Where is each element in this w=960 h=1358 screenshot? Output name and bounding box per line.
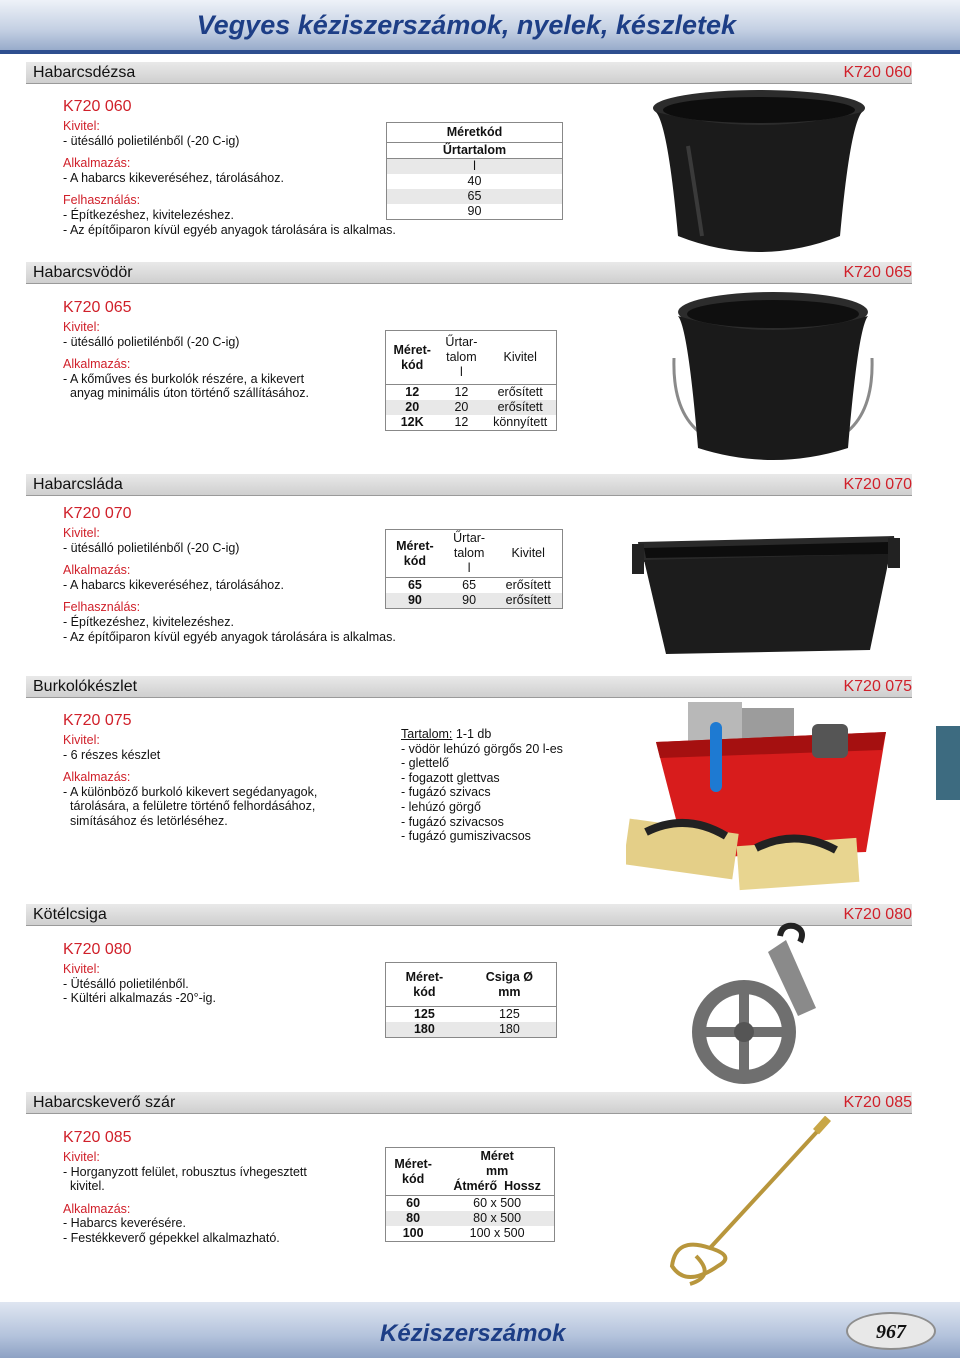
section-code: K720 085: [843, 1094, 912, 1111]
table-cell: 65: [387, 189, 563, 204]
label-kivitel: Kivitel:: [63, 962, 100, 976]
table-header: Méret- kód: [386, 1148, 441, 1196]
table-cell: 180: [386, 1022, 463, 1038]
label-alkalmazas: Alkalmazás:: [63, 357, 131, 372]
mixing-paddle-image: [656, 1116, 836, 1290]
contents-item: - fugázó gumiszivacsos: [401, 829, 531, 844]
desc-line: - ütésálló polietilénből (-20 C-ig): [63, 540, 240, 555]
section-header-bar: [26, 62, 912, 84]
section-header-bar: [26, 1092, 912, 1114]
contents-item: - glettelő: [401, 756, 449, 771]
header-bar: [0, 0, 960, 54]
table-cell: 90: [444, 593, 495, 609]
header-divider: [0, 50, 960, 54]
table-header: Méret- kód: [386, 331, 439, 385]
desc-line: - Építkezéshez, kivitelezéshez.: [63, 614, 234, 629]
table-cell: 90: [386, 593, 444, 609]
bucket-with-handle-image: [668, 288, 878, 466]
table-cell: erősített: [484, 400, 556, 415]
section-title: Burkolókészlet: [33, 678, 138, 695]
size-table: [386, 122, 563, 220]
product-description: [63, 940, 216, 1006]
table-cell: erősített: [497, 385, 543, 399]
table-cell: erősített: [494, 593, 562, 609]
desc-line: - Festékkeverő gépekkel alkalmazható.: [63, 1230, 280, 1245]
table-cell: 100 x 500: [469, 1226, 525, 1240]
table-header: Méret- kód: [386, 530, 444, 578]
product-description: [63, 97, 396, 237]
table-cell: 12: [405, 385, 420, 399]
desc-line: anyag minimális úton történő szállításához.: [70, 386, 310, 401]
section-title: Kötélcsiga: [33, 906, 107, 923]
desc-line: - Kültéri alkalmazás -20°-ig.: [63, 991, 216, 1006]
product-description: [63, 1128, 307, 1246]
page-number-badge: [846, 1312, 936, 1350]
product-description: [63, 298, 309, 401]
kit-contents: [401, 727, 563, 844]
table-cell: 125: [498, 1007, 520, 1021]
label-kivitel: Kivitel:: [63, 119, 100, 133]
table-header: Csiga Ø mm: [463, 963, 557, 1007]
product-code: K720 075: [63, 712, 132, 729]
section-title: Habarcsláda: [33, 476, 123, 493]
section-title: Habarcsdézsa: [33, 64, 136, 81]
desc-line: - 6 részes készlet: [63, 747, 161, 762]
product-code: K720 065: [63, 299, 132, 316]
table-cell: 20: [438, 400, 484, 415]
size-table: [385, 962, 557, 1038]
table-cell: 65: [407, 578, 422, 592]
contents-label: Tartalom:: [401, 727, 453, 741]
product-code: K720 060: [63, 98, 132, 115]
label-alkalmazas: Alkalmazás:: [63, 156, 131, 171]
contents-item: - fugázó szivacs: [401, 785, 491, 800]
desc-line: - A habarcs kikeveréséhez, tárolásához.: [63, 170, 284, 185]
section-code: K720 065: [843, 264, 912, 281]
size-table: [385, 529, 563, 609]
section-code: K720 070: [843, 476, 912, 493]
table-unit: l: [387, 159, 563, 175]
table-cell: 20: [386, 400, 439, 415]
section-code: K720 060: [843, 64, 912, 81]
label-kivitel: Kivitel:: [63, 1150, 100, 1164]
contents-item: - lehúzó görgő: [401, 799, 481, 814]
desc-line: - A kőműves és burkolók részére, a kikevert: [63, 371, 305, 386]
footer-title: Kéziszerszámok: [380, 1320, 566, 1347]
table-header: Űrtar- talom l: [438, 331, 484, 385]
table-header: Űrtar- talom l: [444, 530, 495, 578]
product-description: [63, 504, 396, 644]
table-cell: 60: [406, 1196, 421, 1210]
label-kivitel: Kivitel:: [63, 526, 100, 540]
label-kivitel: Kivitel:: [63, 320, 100, 334]
label-alkalmazas: Alkalmazás:: [63, 1201, 131, 1216]
table-cell: 12: [454, 415, 469, 429]
section-title: Habarcskeverő szár: [33, 1094, 176, 1111]
section-code: K720 075: [843, 678, 912, 695]
table-header: Méretkód: [387, 123, 563, 143]
section-code: K720 080: [843, 906, 912, 923]
contents-header: [401, 727, 563, 742]
black-bucket-image: [648, 86, 870, 258]
section-header-bar: [26, 676, 912, 698]
section-title: Habarcsvödör: [33, 264, 133, 281]
page-title: Vegyes kéziszerszámok, nyelek, készletek: [196, 10, 736, 40]
desc-line: tárolására, a felületre történő felhordásához,: [70, 799, 316, 814]
table-header: Méret- kód: [386, 963, 463, 1007]
product-description: [63, 711, 317, 829]
table-cell: 90: [467, 204, 482, 218]
section-header-bar: [26, 474, 912, 496]
mortar-tub-image: [630, 528, 902, 660]
table-cell: 12: [454, 385, 469, 399]
desc-line: - Habarcs keverésére.: [63, 1216, 186, 1231]
label-alkalmazas: Alkalmazás:: [63, 770, 131, 785]
desc-line: - Építkezéshez, kivitelezéshez.: [63, 207, 234, 222]
desc-line: - ütésálló polietilénből (-20 C-ig): [63, 133, 240, 148]
size-table: [385, 330, 557, 431]
side-index-tab: [936, 726, 960, 800]
contents-item: - fogazott glettvas: [401, 770, 500, 785]
desc-line: - A különböző burkoló kikevert segédanyagok,: [63, 784, 318, 799]
table-cell: 80: [386, 1211, 441, 1226]
footer-bar: [0, 1302, 960, 1358]
desc-line: - ütésálló polietilénből (-20 C-ig): [63, 334, 240, 349]
label-alkalmazas: Alkalmazás:: [63, 563, 131, 578]
table-cell: 65: [462, 578, 477, 592]
table-cell: 60 x 500: [473, 1196, 522, 1210]
label-felhasznalas: Felhasználás:: [63, 193, 141, 208]
desc-line: - Az építőiparon kívül egyéb anyagok tárolására is alkalmas.: [63, 629, 396, 644]
contents-item: - fugázó szivacsos: [401, 814, 504, 829]
table-cell: 100: [402, 1226, 424, 1240]
desc-line: kivitel.: [70, 1179, 105, 1194]
table-cell: 80 x 500: [440, 1211, 554, 1226]
table-cell: 125: [413, 1007, 435, 1021]
table-header: Méret mm Átmérő Hossz: [440, 1148, 554, 1196]
table-cell: 40: [467, 174, 482, 188]
section-header-bar: [26, 262, 912, 284]
table-cell: könnyített: [493, 415, 548, 429]
desc-line: - Ütésálló polietilénből.: [63, 976, 189, 991]
product-code: K720 070: [63, 505, 132, 522]
desc-line: simításához és letörléséhez.: [70, 813, 228, 828]
page-number: 967: [876, 1321, 906, 1343]
contents-item: - vödör lehúzó görgős 20 l-es: [401, 741, 563, 756]
table-header: Kivitel: [494, 530, 562, 578]
label-kivitel: Kivitel:: [63, 733, 100, 747]
desc-line: - Az építőiparon kívül egyéb anyagok tárolására is alkalmas.: [63, 222, 396, 237]
contents-qty: 1-1 db: [452, 727, 492, 741]
table-cell: 180: [463, 1022, 557, 1038]
product-code: K720 080: [63, 941, 132, 958]
table-cell: 12K: [400, 415, 424, 429]
rope-pulley-image: [688, 922, 838, 1092]
tiling-kit-image: [626, 702, 898, 892]
table-header: Kivitel: [484, 331, 556, 385]
table-header: Űrtartalom: [387, 143, 563, 159]
label-felhasznalas: Felhasználás:: [63, 600, 141, 615]
product-code: K720 085: [63, 1129, 132, 1146]
size-table: [385, 1147, 555, 1242]
desc-line: - A habarcs kikeveréséhez, tárolásához.: [63, 577, 284, 592]
table-cell: erősített: [505, 578, 551, 592]
desc-line: - Horganyzott felület, robusztus ívhegesztett: [63, 1164, 307, 1179]
